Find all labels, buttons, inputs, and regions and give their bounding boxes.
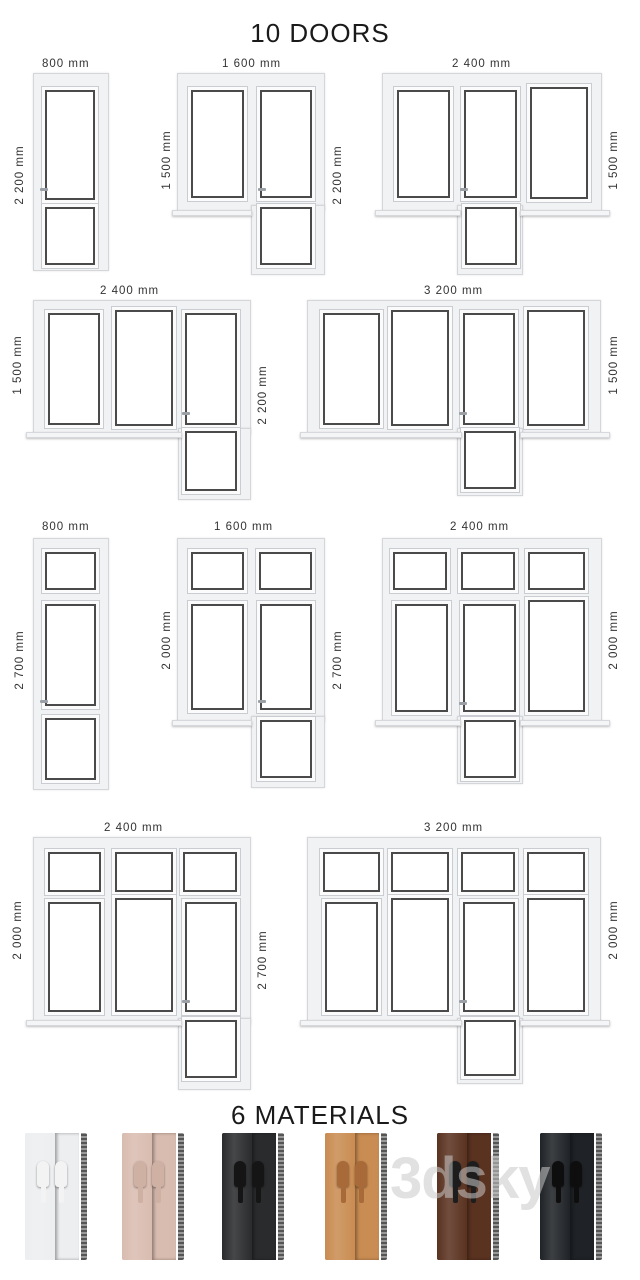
door-4-height-right: 2 200 mm <box>257 365 269 425</box>
door-3-width: 2 400 mm <box>452 58 512 70</box>
material-swatch-white <box>25 1133 87 1260</box>
material-swatch-black <box>222 1133 284 1260</box>
door-5-width: 3 200 mm <box>424 285 484 297</box>
watermark: 3dsky <box>390 1146 550 1211</box>
door-8-width: 2 400 mm <box>450 521 510 533</box>
door-1-width: 800 mm <box>42 58 90 70</box>
door-9-width: 2 400 mm <box>104 822 164 834</box>
door-10-height: 2 000 mm <box>608 900 620 960</box>
door-9-height-left: 2 000 mm <box>12 900 24 960</box>
door-7-height-right: 2 700 mm <box>332 630 344 690</box>
material-swatch-light-oak <box>325 1133 387 1260</box>
door-7-height-left: 2 000 mm <box>161 610 173 670</box>
door-10-width: 3 200 mm <box>424 822 484 834</box>
door-5-height: 1 500 mm <box>608 335 620 395</box>
door-9-height-right: 2 700 mm <box>257 930 269 990</box>
door-2-width: 1 600 mm <box>222 58 282 70</box>
door-6-width: 800 mm <box>42 521 90 533</box>
door-4-height-left: 1 500 mm <box>12 335 24 395</box>
door-2-height-right: 2 200 mm <box>332 145 344 205</box>
door-6-height: 2 700 mm <box>14 630 26 690</box>
material-swatch-beige <box>122 1133 184 1260</box>
door-4-width: 2 400 mm <box>100 285 160 297</box>
door-7-width: 1 600 mm <box>214 521 274 533</box>
door-8-height: 2 000 mm <box>608 610 620 670</box>
door-2-height-left: 1 500 mm <box>161 130 173 190</box>
doors-heading: 10 DOORS <box>250 18 390 48</box>
door-3-height: 1 500 mm <box>608 130 620 190</box>
materials-heading: 6 MATERIALS <box>230 1100 410 1130</box>
door-1-height: 2 200 mm <box>14 145 26 205</box>
